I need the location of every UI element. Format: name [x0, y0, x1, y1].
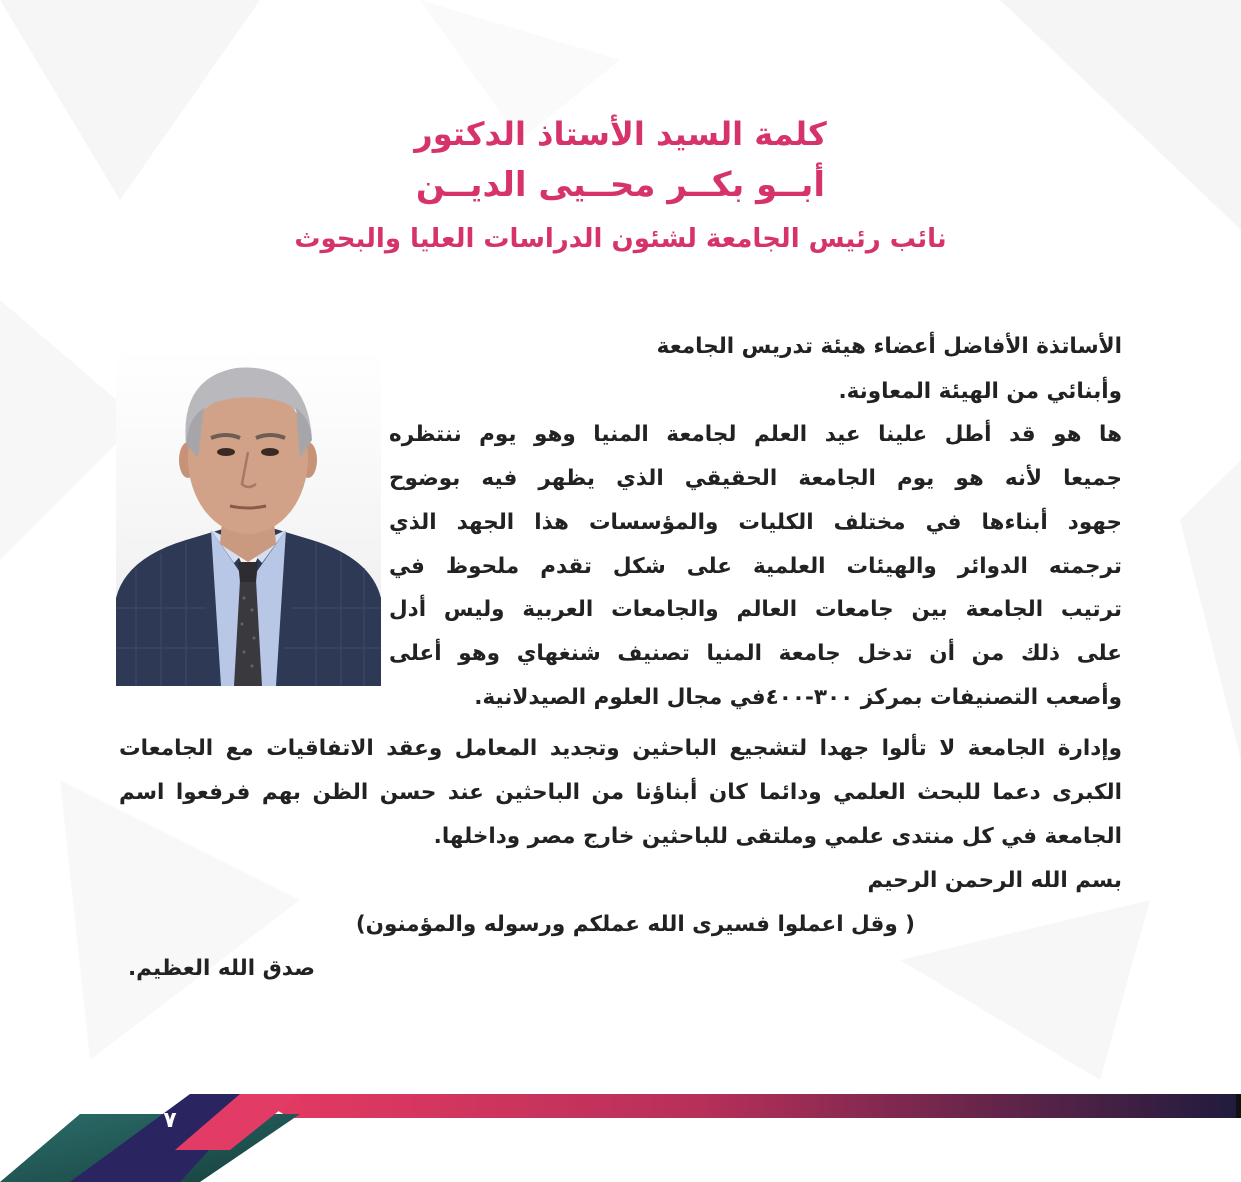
paragraph-1-line-2: جميعا لأنه هو يوم الجامعة الحقيقي الذي يظهر فيه بوضوح: [389, 466, 1122, 491]
paragraph-1-line-7: وأصعب التصنيفات بمركز ٣٠٠-٤٠٠في مجال العلوم الصيدلانية.: [474, 685, 1122, 710]
basmala: بسم الله الرحمن الرحيم: [867, 868, 1122, 893]
paragraph-1-line-1: ها هو قد أطل علينا عيد العلم لجامعة المنيا وهو يوم ننتظره: [389, 422, 1122, 447]
paragraph-2-line-1: وإدارة الجامعة لا تألوا جهدا لتشجيع الباحثين وتجديد المعامل وعقد الاتفاقيات مع الجامعات: [119, 736, 1122, 761]
portrait-photo: [116, 348, 381, 686]
greeting-line-2: وأبنائي من الهيئة المعاونة.: [838, 379, 1122, 404]
paragraph-1-line-6: على ذلك من أن تدخل جامعة المنيا تصنيف شنغهاي وهو أعلى: [389, 641, 1122, 666]
paragraph-2-line-2: الكبرى دعما للبحث العلمي ودائما كان أبناؤنا من الباحثين عند حسن الظن بهم فرفعوا اسم: [119, 780, 1122, 805]
quran-verse: ( وقل اعملوا فسيرى الله عملكم ورسوله والمؤمنون): [355, 912, 915, 937]
footer-banner: [0, 1090, 1241, 1182]
closing-phrase: صدق الله العظيم.: [128, 956, 315, 981]
greeting-line-1: الأساتذة الأفاضل أعضاء هيئة تدريس الجامعة: [656, 334, 1122, 359]
page-number: ٧: [163, 1108, 177, 1133]
paragraph-2-line-3: الجامعة في كل منتدى علمي وملتقى للباحثين خارج مصر وداخلها.: [433, 824, 1122, 849]
paragraph-1-line-5: ترتيب الجامعة بين جامعات العالم والجامعات العربية وليس أدل: [389, 597, 1122, 622]
title-line-3-position: نائب رئيس الجامعة لشئون الدراسات العليا والبحوث: [294, 224, 947, 254]
title-line-2-name: أبــو بكــر محــيى الديــن: [415, 165, 826, 205]
paragraph-1-line-3: جهود أبناءها في مختلف الكليات والمؤسسات هذا الجهد الذي: [389, 510, 1122, 535]
title-line-1: كلمة السيد الأستاذ الدكتور: [414, 115, 827, 153]
paragraph-1-line-4: ترجمته الدوائر والهيئات العلمية على شكل تقدم ملحوظ في: [389, 554, 1122, 579]
